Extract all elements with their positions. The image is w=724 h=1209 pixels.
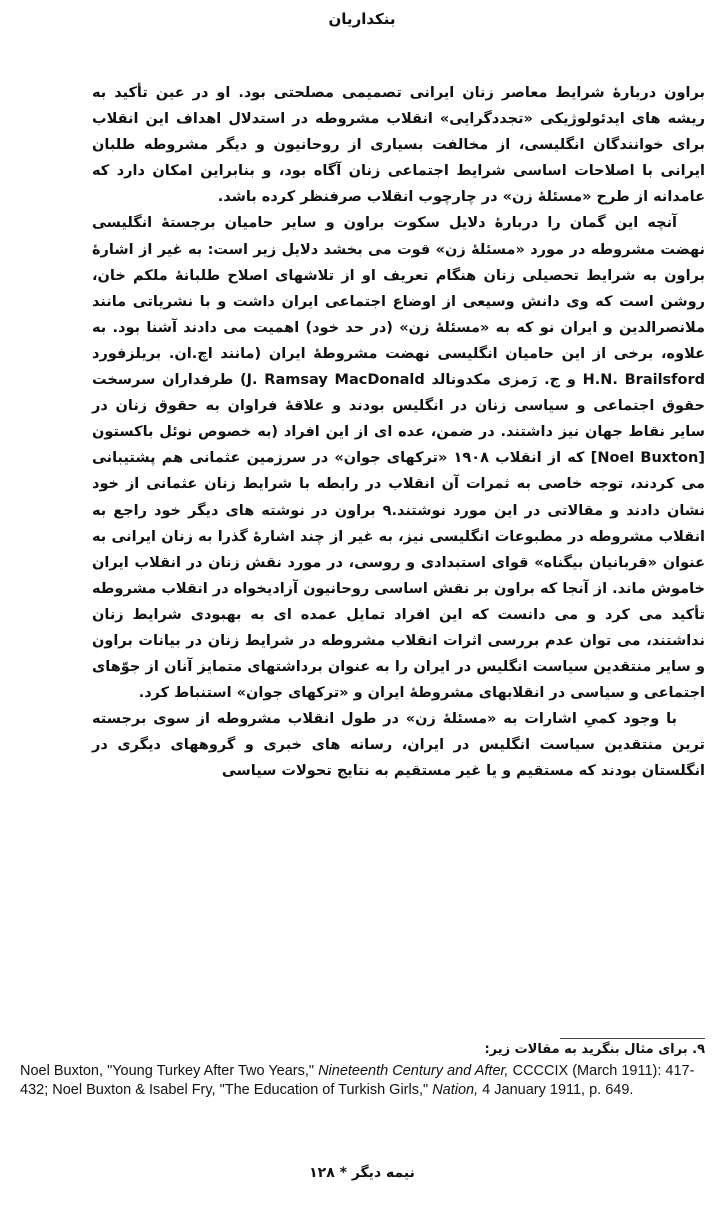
ref1-details: CCCCIX (March 1911): 417-432; [20, 1063, 695, 1098]
ref1-author: Noel Buxton, [20, 1063, 108, 1079]
ref2-details: 4 January 1911, p. 649. [478, 1082, 634, 1098]
footnote-label: ۹. برای مثال بنگرید به مقالات زیر: [484, 1042, 705, 1057]
ref1-journal: Nineteenth Century and After, [318, 1063, 509, 1079]
paragraph: براون دربارهٔ شرایط معاصر زنان ایرانی تصمیمی مصلحتی بود. او در عین تأکید به ریشه های ایدئولوژیکی «تجددگرایی» انقلاب مشروطه در استدلال اهداف این انقلاب برای خوانندگان انگلیسی، از مخالفت بسیاری از روحانیون و دیگر مشروطه طلبان ایرانی با اصلاحات اساسی شرایط اجتماعی زنان آگاه بود، و بنابراین امکان دارد که عامدانه از طرح «مسئلهٔ زن» در چارچوب انقلاب صرفنظر کرده باشد. [92, 85, 705, 206]
footnote-references [20, 1062, 700, 1100]
running-header: بنکداریان [328, 10, 396, 28]
footnote-divider [560, 1038, 705, 1039]
body-text [92, 80, 705, 785]
page-footer: نیمه دیگر * ۱۲۸ [309, 1165, 415, 1181]
ref2-title: "The Education of Turkish Girls," [219, 1082, 433, 1098]
ref1-title: "Young Turkey After Two Years," [107, 1063, 319, 1079]
paragraph: آنچه این گمان را دربارهٔ دلایل سکوت براون و سایر حامیان برجستهٔ انگلیسی نهضت مشروطه در مورد «مسئلهٔ زن» قوت می بخشد دلایل زیر است: به غیر از اشارهٔ براون به شرایط تحصیلی زنان هنگام تعریف او از تلاشهای اصلاح طلبانهٔ ملکم خان، روشن است که وی دانش وسیعی از اوضاع اجتماعی ایران داشت و با نشریاتی مانند ملانصرالدین و ایران نو که به «مسئلهٔ زن» (در حد خود) اهمیت می دادند آشنا بود. به علاوه، برخی از این حامیان انگلیسی نهضت مشروطهٔ ایران (مانند اچ.ان. بریلزفورد H.N. Brailsford و ج. رَمزی مکدونالد J. Ramsay MacDonald) طرفداران سرسخت حقوق اجتماعی و سیاسی زنان در انگلیس بودند و علاقهٔ فراوان به حقوق زنان در سایر نقاط جهان نیز داشتند. در ضمن، عده ای از این افراد (به خصوص نوئل باکستون [Noel Buxton] که از انقلاب ۱۹۰۸ «ترکهای جوان» در سرزمین عثمانی هم پشتیبانی می کردند، توجه خاصی به ثمرات آن انقلاب در رابطه با شرایط زنان عثمانی از خود نشان دادند و مقالاتی در این مورد نوشتند.۹ براون در نوشته های دیگر خود راجع به انقلاب مشروطه در مطبوعات انگلیسی نیز، به غیر از چند اشارهٔ گذرا به زنان ایرانی به عنوان «قربانیان بیگناه» قوای استبدادی و روسی، در مورد نقش زنان در انقلاب ایران خاموش ماند. از آنجا که براون بر نقش اساسی روحانیون آزادیخواه در انقلاب مشروطه تأکید می کرد و می دانست که این افراد تمایل عمده ای به بهبودی شرایط زنان نداشتند، می توان عدم بررسی اثرات انقلاب مشروطه در شرایط زنان در بیانات براون و سایر منتقدین سیاست انگلیس در ایران را به عنوان برداشتهای متمایز آنان از جوّهای اجتماعی و سیاسی در انقلابهای مشروطهٔ ایران و «ترکهای جوان» استنباط کرد. [92, 215, 705, 702]
paragraph: با وجود کمیِ اشارات به «مسئلهٔ زن» در طول انقلاب مشروطه از سوی برجسته ترین منتقدین سیاست انگلیس در ایران، رسانه های خبری و گروههای دیگری در انگلستان بودند که مستقیم و یا غیر مستقیم به نتایج تحولات سیاسی [92, 711, 705, 780]
ref2-journal: Nation, [432, 1082, 479, 1098]
ref2-authors: Noel Buxton & Isabel Fry, [52, 1082, 220, 1098]
